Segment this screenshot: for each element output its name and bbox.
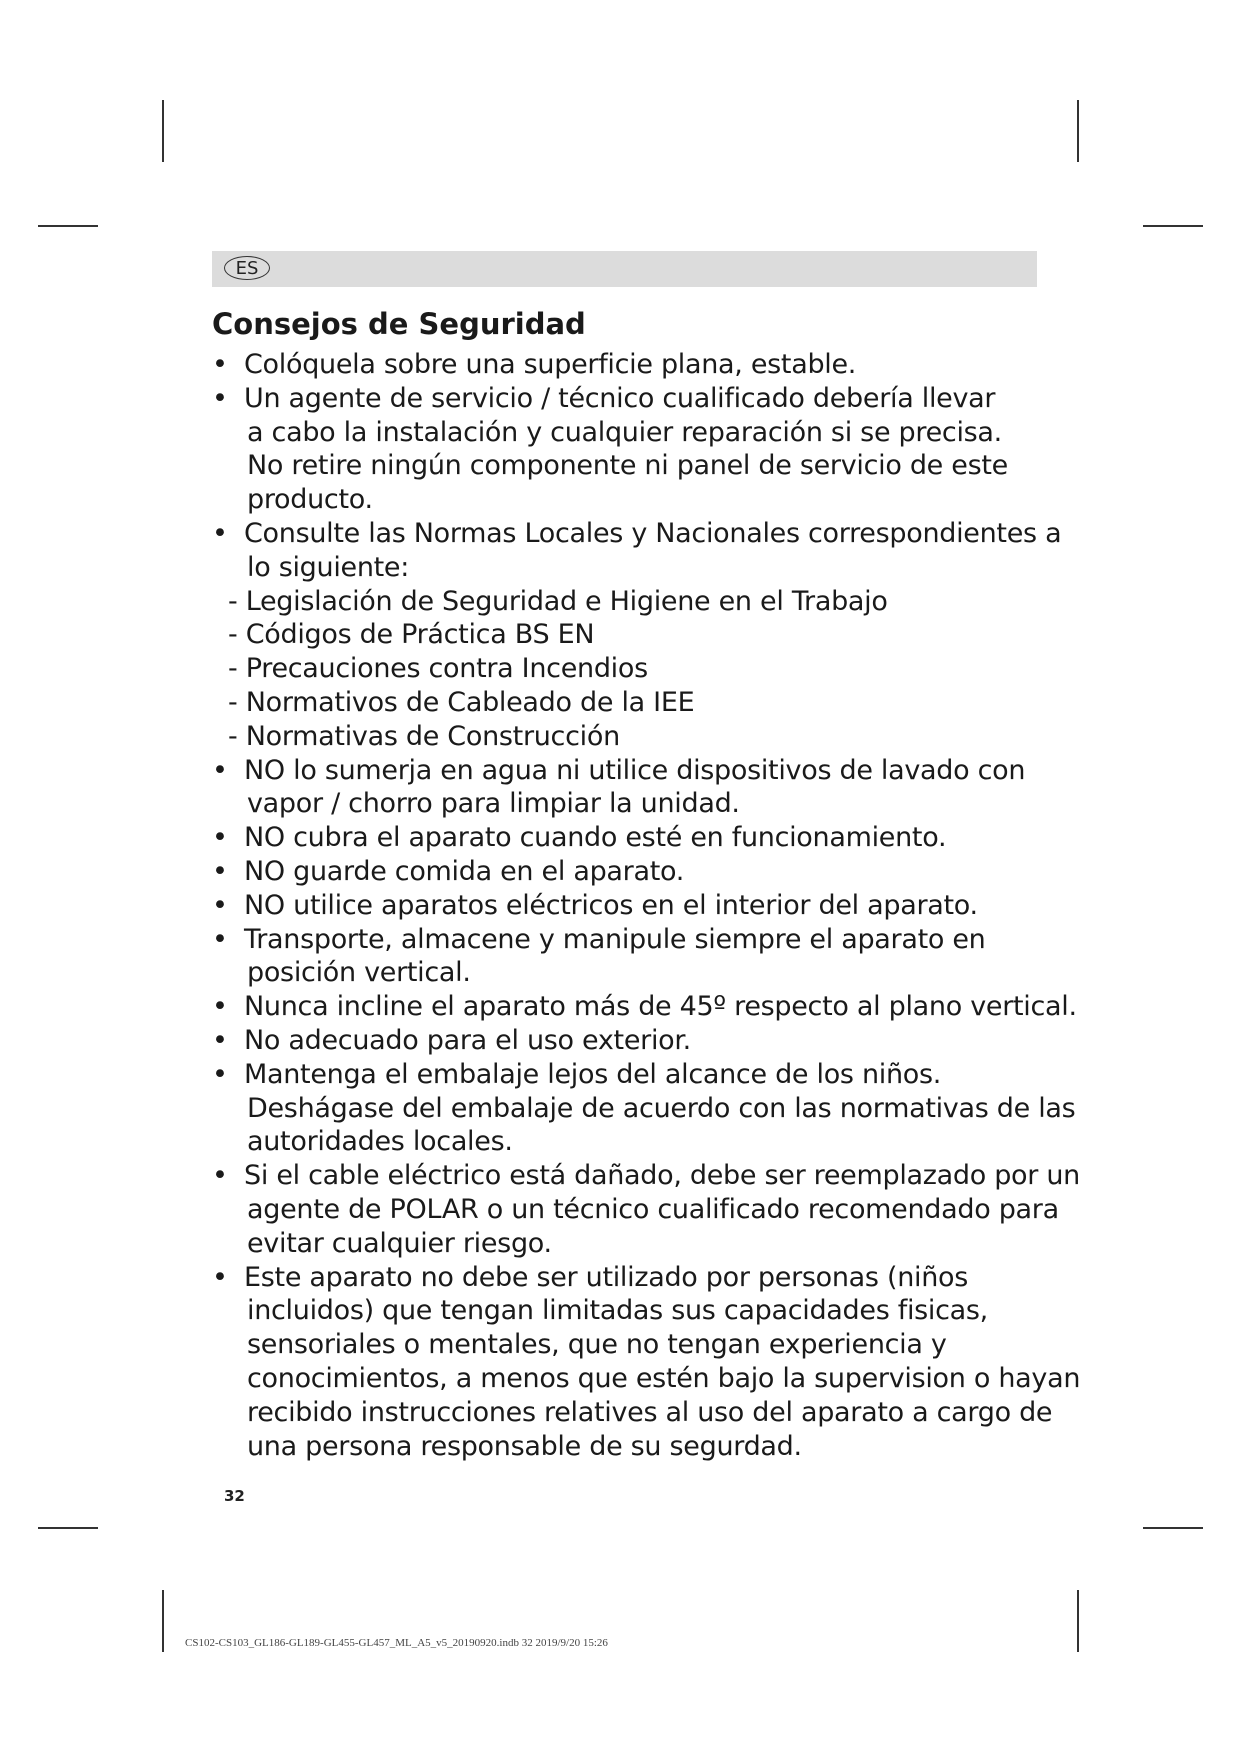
crop-mark-right-upper (1143, 225, 1203, 227)
item-line: NO utilice aparatos eléctricos en el interior del aparato. (244, 889, 978, 921)
section-title: Consejos de Seguridad (212, 307, 586, 341)
print-slug: CS102-CS103_GL186-GL189-GL455-GL457_ML_A5_v5_20190920.indb 32 2019/9/20 15:26 (185, 1637, 608, 1649)
bullet-icon: • (212, 1058, 228, 1090)
bullet-icon: • (212, 1160, 228, 1192)
bullet-icon: • (212, 991, 228, 1023)
item-line: autoridades locales. (247, 1126, 513, 1158)
page-number: 32 (224, 1487, 245, 1505)
list-item (212, 990, 1077, 1024)
list-item (212, 923, 1052, 991)
sublist-item: - Códigos de Práctica BS EN (228, 619, 595, 651)
item-line: vapor / chorro para limpiar la unidad. (247, 788, 740, 820)
item-line: agente de POLAR o un técnico cualificado recomendado para (247, 1193, 1059, 1225)
sublist-item: - Precauciones contra Incendios (228, 653, 648, 685)
list-item (212, 1261, 1081, 1464)
list-item (212, 1159, 1080, 1260)
crop-mark-bottom-left (162, 1590, 164, 1652)
item-line: NO guarde comida en el aparato. (244, 855, 685, 887)
bullet-icon: • (212, 855, 228, 887)
item-line: Deshágase del embalaje de acuerdo con las normativas de las (247, 1092, 1076, 1124)
sublist-item: - Legislación de Seguridad e Higiene en el Trabajo (228, 585, 888, 617)
bullet-icon: • (212, 1261, 228, 1293)
item-line: a cabo la instalación y cualquier reparación si se precisa. (247, 416, 1002, 448)
item-line: Mantenga el embalaje lejos del alcance de los niños. (244, 1058, 942, 1090)
item-line: incluidos) que tengan limitadas sus capacidades fisicas, (247, 1295, 988, 1327)
item-line: Colóquela sobre una superficie plana, estable. (244, 349, 857, 380)
item-line: Un agente de servicio / técnico cualificado debería llevar (244, 382, 996, 414)
bullet-icon: • (212, 1024, 228, 1056)
item-line: Si el cable eléctrico está dañado, debe ser reemplazado por un (244, 1160, 1080, 1192)
crop-mark-right-lower (1143, 1527, 1203, 1529)
bullet-icon: • (212, 382, 228, 414)
list-item (212, 889, 1052, 923)
item-line: posición vertical. (247, 957, 471, 989)
sublist-item: - Normativos de Cableado de la IEE (228, 686, 695, 718)
safety-list-b (212, 754, 1081, 1464)
item-line: evitar cualquier riesgo. (247, 1227, 552, 1259)
bullet-icon: • (212, 754, 228, 786)
safety-list-a (212, 348, 1062, 585)
list-item (212, 517, 1062, 585)
item-line: lo siguiente: (247, 551, 410, 583)
item-line: No retire ningún componente ni panel de servicio de este (247, 450, 1008, 482)
bullet-icon: • (212, 889, 228, 921)
safety-section (212, 302, 1081, 1463)
list-item (212, 821, 1052, 855)
item-line: Consulte las Normas Locales y Nacionales correspondientes a (244, 517, 1062, 549)
item-line: NO lo sumerja en agua ni utilice dispositivos de lavado con (244, 754, 1026, 786)
crop-mark-left-lower (38, 1527, 98, 1529)
bullet-icon: • (212, 822, 228, 854)
sublist-item: - Normativas de Construcción (228, 720, 620, 752)
list-item (212, 754, 1052, 822)
bullet-icon: • (212, 349, 228, 380)
item-line: No adecuado para el uso exterior. (244, 1024, 691, 1056)
list-item (212, 855, 1052, 889)
bullet-icon: • (212, 923, 228, 955)
item-line: NO cubra el aparato cuando esté en funcionamiento. (244, 822, 947, 854)
item-line: una persona responsable de su segurdad. (247, 1430, 802, 1462)
list-item (212, 382, 1052, 517)
crop-mark-top-left (162, 100, 164, 162)
item-line: conocimientos, a menos que estén bajo la supervision o hayan (247, 1362, 1081, 1394)
language-header-bar (212, 251, 1037, 287)
item-line: Este aparato no debe ser utilizado por personas (niños (244, 1261, 969, 1293)
item-line: Transporte, almacene y manipule siempre el aparato en (244, 923, 986, 955)
language-badge: ES (224, 256, 270, 280)
item-line: Nunca incline el aparato más de 45º respecto al plano vertical. (244, 991, 1077, 1023)
crop-mark-top-right (1077, 100, 1079, 162)
item-line: producto. (247, 484, 373, 516)
list-item (212, 1024, 1052, 1058)
bullet-icon: • (212, 517, 228, 549)
crop-mark-left-upper (38, 225, 98, 227)
item-line: sensoriales o mentales, que no tengan experiencia y (247, 1329, 947, 1361)
list-item (212, 348, 1052, 382)
crop-mark-bottom-right (1077, 1590, 1079, 1652)
list-item (212, 1058, 1076, 1159)
item-line: recibido instrucciones relatives al uso del aparato a cargo de (247, 1396, 1053, 1428)
regulations-sublist (212, 585, 1052, 754)
